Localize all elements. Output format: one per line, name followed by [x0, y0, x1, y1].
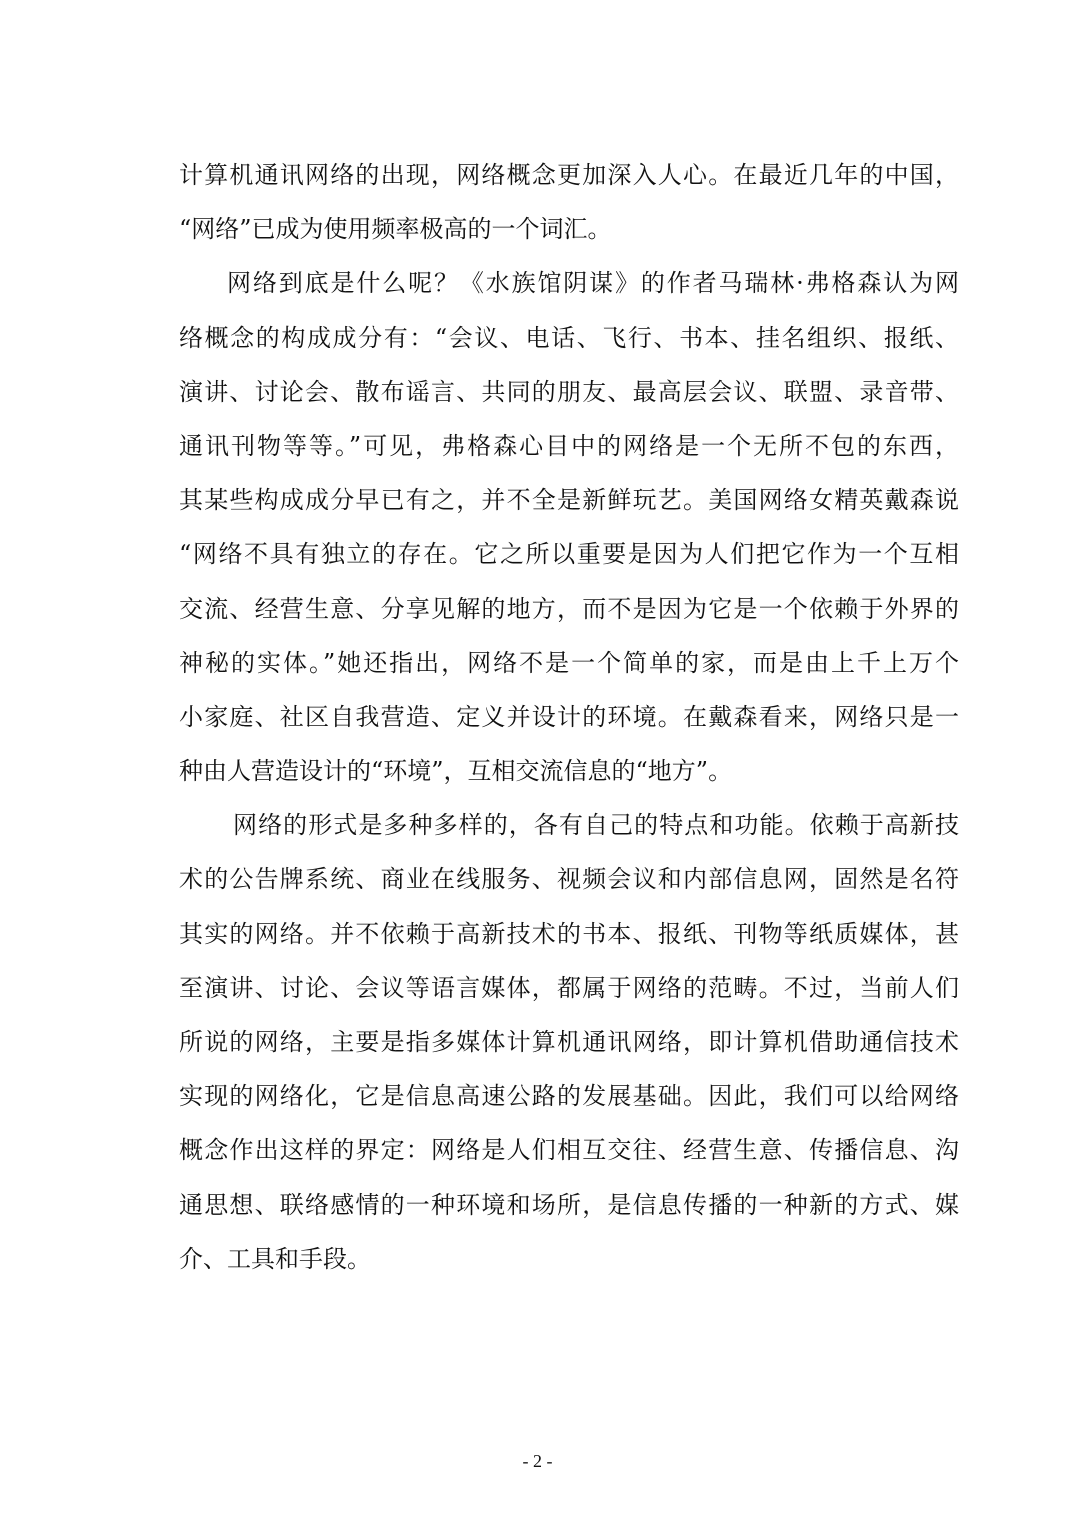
- text-line: 通讯刊物等等。”可见，弗格森心目中的网络是一个无所不包的东西，: [179, 431, 959, 460]
- text-line: 所说的网络，主要是指多媒体计算机通讯网络，即计算机借助通信技术: [179, 1028, 959, 1056]
- text-line: 种由人营造设计的“环境”，互相交流信息的“地方”。: [179, 757, 733, 786]
- text-line: “网络”已成为使用频率极高的一个词汇。: [179, 215, 612, 244]
- text-line: 至演讲、讨论、会议等语言媒体，都属于网络的范畴。不过，当前人们: [179, 973, 959, 1002]
- text-line: 术的公告牌系统、商业在线服务、视频会议和内部信息网，固然是名符: [179, 865, 959, 894]
- text-line: 计算机通讯网络的出现，网络概念更加深入人心。在最近几年的中国，: [179, 161, 959, 189]
- document-body: [179, 148, 959, 1286]
- text-line: 交流、经营生意、分享见解的地方，而不是因为它是一个依赖于外界的: [179, 594, 959, 623]
- text-line: 小家庭、社区自我营造、定义并设计的环境。在戴森看来，网络只是一: [179, 702, 959, 731]
- text-line: 概念作出这样的界定：网络是人们相互交往、经营生意、传播信息、沟: [179, 1136, 959, 1165]
- paragraph-first-line: 网络的形式是多种多样的，各有自己的特点和功能。依赖于高新技: [233, 811, 959, 840]
- text-line: “网络不具有独立的存在。它之所以重要是因为人们把它作为一个互相: [179, 540, 959, 569]
- text-line: 其某些构成成分早已有之，并不全是新鲜玩艺。美国网络女精英戴森说: [179, 486, 959, 515]
- text-line: 络概念的构成成分有：“会议、电话、飞行、书本、挂名组织、报纸、: [179, 323, 959, 352]
- paragraph-first-line: 网络到底是什么呢？《水族馆阴谋》的作者马瑞林·弗格森认为网: [227, 269, 959, 298]
- page-number: - 2 -: [522, 1451, 553, 1471]
- text-line: 神秘的实体。”她还指出，网络不是一个简单的家，而是由上千上万个: [179, 648, 959, 677]
- text-line: 介、工具和手段。: [179, 1244, 371, 1273]
- text-line: 其实的网络。并不依赖于高新技术的书本、报纸、刊物等纸质媒体，甚: [179, 919, 959, 948]
- text-line: 实现的网络化，它是信息高速公路的发展基础。因此，我们可以给网络: [179, 1082, 959, 1111]
- text-line: 通思想、联络感情的一种环境和场所，是信息传播的一种新的方式、媒: [179, 1190, 959, 1219]
- text-line: 演讲、讨论会、散布谣言、共同的朋友、最高层会议、联盟、录音带、: [179, 377, 959, 406]
